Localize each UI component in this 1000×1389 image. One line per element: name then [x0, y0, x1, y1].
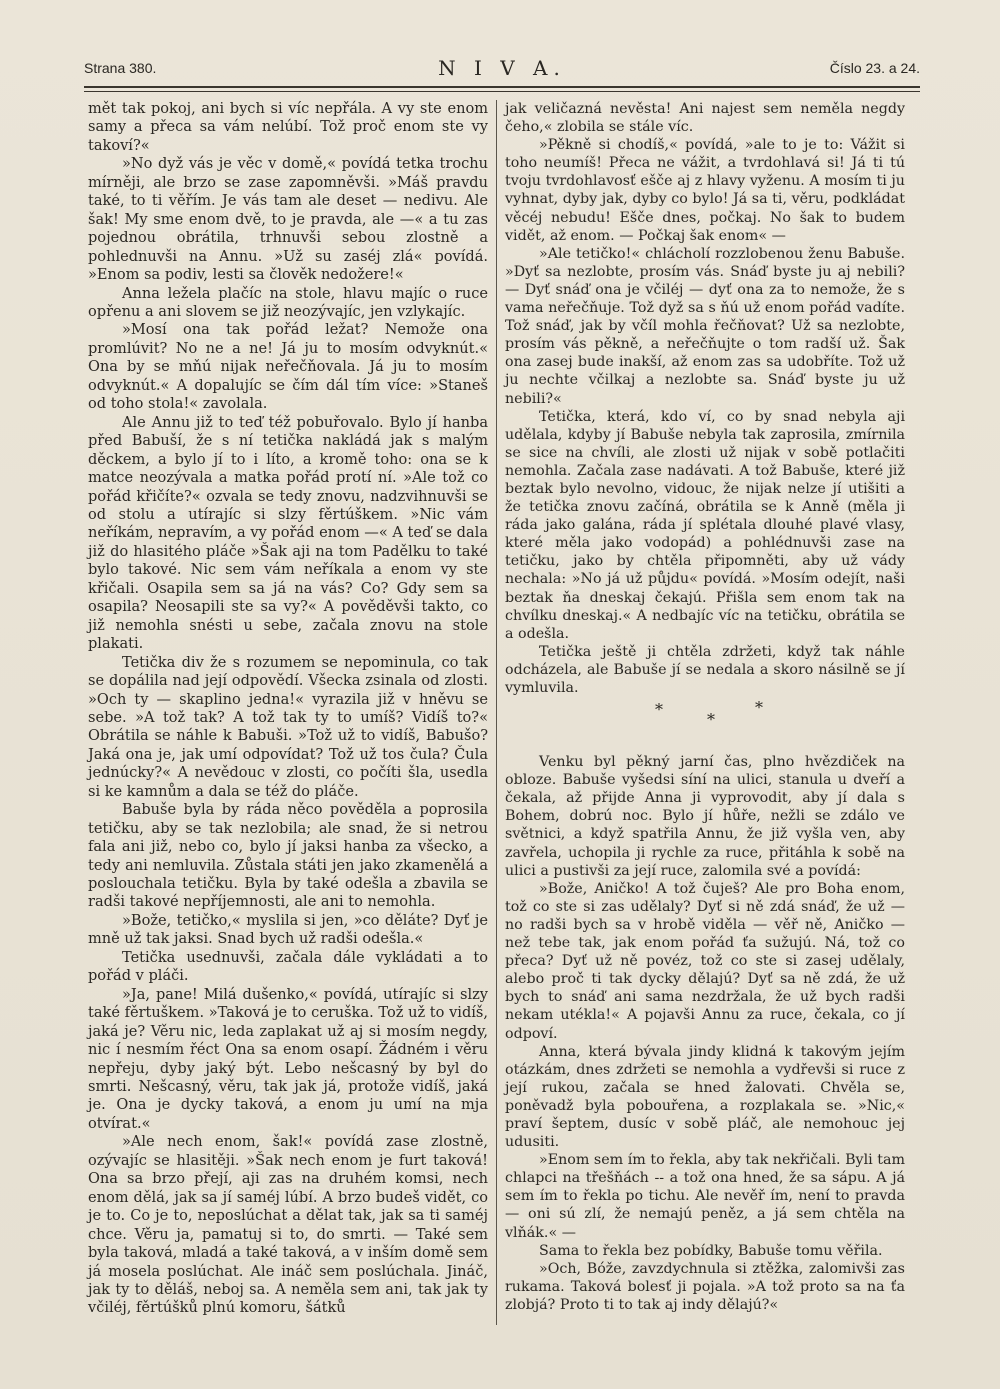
- paragraph: Tetička div že s rozumem se nepominula, co tak se dopálila nad její odpovědí. Všecka zsinala od zlosti. »Och ty — skaplino jedna!« vyrazila již v hněvu se sebe. »A tož tak? A tož tak ty to umíš? Vidíš to?« Obrátila se náhle k Babuši. »Tož už to vidíš, Babušo? Jaká ona je, jak umí odpovídat? Tož už tos čula? Čula jednúcky?« A nevědouc v zlosti, co počíti šla, usedla si ke kamnům a dala se též do pláče.: [88, 653, 488, 800]
- right-column: [505, 100, 905, 1314]
- paragraph: mět tak pokoj, ani bych si víc nepřála. A vy ste enom samy a přeca sa vám nelúbí. Tož proč enom ste vy takoví?«: [88, 100, 488, 154]
- paragraph: »Enom sem ím to řekla, aby tak nekřičali. Byli tam chlapci na třešňách -- a tož ona hned, že sa sápu. A já sem ím to řekla po tichu. Ale nevěř ím, není to pravda — oni sú zlí, že nemajú peněz, a já sem chtěla na vlňák.« —: [505, 1152, 905, 1241]
- paragraph: Tetička usednuvši, začala dále vykládati a to pořád v pláči.: [88, 948, 488, 985]
- paragraph: Anna ležela plačíc na stole, hlavu majíc o ruce opřenu a ani slovem se již neozývajíc, jen vzlykajíc.: [88, 284, 488, 320]
- paragraph: Venku byl pěkný jarní čas, plno hvězdiček na obloze. Babuše vyšedsi síní na ulici, stanula u dveří a čekala, až přijde Anna ji vyprovodit, aby jí dala s Bohem, dobrú noc. Bylo jí hůře, nežli se zdálo ve světnici, a když spatřila Annu, že již vyšla ven, aby zavřela, uchopila ji rychle za ruce, přitáhla k sobě na ulici a pustivši za její ruce, zalomila své a povídá:: [505, 754, 905, 879]
- page-number: Strana 380.: [84, 60, 157, 76]
- paragraph: »Ja, pane! Milá dušenko,« povídá, utírajíc si slzy také fěrtuškem. »Taková je to ceruška. Tož už to vidíš, jaká je? Věru nic, leda zaplakat už aj si mosím negdy, nic í nesmím řéct Ona sa enom osapí. Žádném i věru nepřeju, dyby jaký být. Lebo nešcasný by byl do smrti. Nešcasný, věru, tak jak já, protože vidíš, jaká je. Ona je dycky taková, a enom ju umí na mja otvírat.«: [88, 985, 488, 1132]
- star-glyph: *: [707, 710, 715, 730]
- column-divider: [496, 100, 497, 1325]
- paragraph: »Mosí ona tak pořád ležat? Nemože ona promlúvit? No ne a ne! Já ju to mosím odvyknút.« Ona by se mňú nijak neřečňovala. Já ju to mosím odvyknút.« A dopalujíc se čím dál tím více: »Staneš od toho stola!« zavolala.: [88, 321, 488, 413]
- paragraph: »Ale tetičko!« chlácholí rozzlobenou ženu Babuše. »Dyť sa nezlobte, prosím vás. Snáď byste ju aj nebili? — Dyť snáď ona je včiléj — dyť ona za to nemože, že s vama neřečňuje. Tož dyž sa s ňú už enom pořád vadíte. Tož snáď, jak by včíl mohla řečňovat? Už sa nezlobte, prosím vás pěkně, a neřečňujte o tom radší už. Šak ona zasej bude inakší, až enom zas sa udobříte. Tož už ju nechte včilkaj a nezlobte sa. Snáď byste ju už nebili?«: [505, 245, 905, 407]
- paragraph: Tetička ještě ji chtěla zdržeti, když tak náhle odcházela, ale Babuše jí se nedala a skoro násilně se jí vymluvila.: [505, 643, 905, 696]
- publication-title: N I V A.: [438, 56, 566, 80]
- section-break-stars: [505, 697, 905, 753]
- paragraph: »No dyž vás je věc v domě,« povídá tetka trochu mírněji, ale brzo se zase zapomněvši. »Máš pravdu také, to ti věřím. Je vás tam ale deset — nedivu. Ale šak! My sme enom dvě, to je pravda, ale —« a tu zas pojednou obrátila, trhnuvši sebou zlostně a pohlednuvši na Annu. »Už su zaséj zlá« povídá. »Enom sa podiv, lesti sa člověk nedožere!«: [88, 155, 488, 284]
- page-header: [84, 56, 920, 82]
- header-rule-thin: [84, 91, 920, 92]
- star-glyph: *: [655, 700, 663, 720]
- paragraph: »Bože, tetičko,« myslila si jen, »co děláte? Dyť je mně už tak jaksi. Snad bych už radši odešla.«: [88, 911, 488, 948]
- paragraph: Ale Annu již to teď též pobuřovalo. Bylo jí hanba před Babuší, že s ní tetička nakládá jak s malým děckem, a bylo jí to i líto, a kromě toho: ona se k matce neozývala a matka pořád protí ní. »Ale tož co pořád křičíte?« ozvala se tedy znovu, nadzvihnuvši se od stolu a utírajíc si slzy fěrtúškem. »Nic vám neříkám, nepravím, a vy pořád enom —« A teď se dala již do hlasitého pláče »Šak aji na tom Padělku to také bylo takové. Nic sem vám neříkala a enom vy ste křičali. Osapila sem sa já na vás? Co? Gdy sem sa osapila? Neosapili ste sa vy?« A pověděvši takto, co již nemohla snésti u sebe, začala znovu na stole plakati.: [88, 413, 488, 653]
- paragraph: »Ale nech enom, šak!« povídá zase zlostně, ozývajíc se hlasitěji. »Šak nech enom je furt taková! Ona sa brzo přejí, aji zas na druhém komsi, nech enom dělá, jak sa jí saméj lúbí. A brzo budeš vidět, co je to. Co je to, neposlúchat a dělat tak, jak sa ti saméj chce. Věru ja, pamatuj si to, do smrti. — Také sem byla taková, mladá a také taková, a v inším domě sem já mosela poslúchat. Ale ináč sem poslúchala. Jináč, jak ty to děláš, neboj sa. A neměla sem ani, tak jak ty včiléj, fěrtúšků plnú komoru, šátků: [88, 1133, 488, 1317]
- left-column: [88, 100, 488, 1318]
- paragraph: Sama to řekla bez pobídky, Babuše tomu věřila.: [539, 1242, 883, 1259]
- paragraph: Babuše byla by ráda něco pověděla a poprosila tetičku, aby se tak nezlobila; ale snad, že si netrou fala ani již, nebo co, bylo jí jaksi hanba za všecko, a tedy ani nemluvila. Zůstala státi jen jako zkamenělá a poslouchala tetičku. Byla by také odešla a zbavila se radši takové nepříjemnosti, ale ani to nemohla.: [88, 801, 488, 911]
- issue-number: Číslo 23. a 24.: [829, 60, 920, 76]
- header-rule-thick: [84, 86, 920, 88]
- paragraph: jak veličazná nevěsta! Ani najest sem neměla negdy čeho,« zlobila se stále víc.: [505, 101, 905, 136]
- paragraph: Tetička, která, kdo ví, co by snad nebyla aji udělala, kdyby jí Babuše nebyla tak zaprosila, zmírnila se sice na chvíli, ale zlosti už nijak v sobě potlačiti nemohla. Začala zase nadávati. A tož Babuše, které již beztak bylo nevolno, vidouc, že nijak nelze jí utišiti a že tetička znovu začíná, obrátila se k Anně (měla ji ráda jako galána, ráda jí splétala dlouhé plavé vlasy, které měla jako vodopád) a pohlédnuvši zase na tetičku, jako by chtěla připomněti, aby už vády nechala: »No já už půjdu« povídá. »Mosím odejít, naši beztak ňa dneskaj čekajú. Přišla sem enom tak na chvílku dneskaj.« A nedbajíc víc na tetičku, obrátila se a odešla.: [505, 408, 905, 642]
- star-glyph: *: [755, 698, 763, 718]
- paragraph: »Och, Bóže, zavzdychnula si ztěžka, zalomivši zas rukama. Taková bolesť ji pojala. »A tož proto sa na ťa zlobjá? Proto ti to tak aj indy dělajú?«: [505, 1260, 905, 1313]
- paragraph: »Bože, Aničko! A tož čuješ? Ale pro Boha enom, tož co ste si zas udělaly? Dyť si ně zdá snáď, že už — no radši bych sa v hrobě viděla — věř ně, Aničko — než tebe tak, jak enom pořád ťa sužujú. Ná, tož co přeca? Dyť už ně povéz, tož co ste si zasej udělaly, alebo proč ti tak dycky dělajú? Dyť sa ně zdá, že už bych to snáď ani sama nezdržala, že už bych radši nekam utékla!« A pojavši Annu za ruce, čekala, co jí odpoví.: [505, 880, 905, 1042]
- paragraph: »Pěkně si chodíš,« povídá, »ale to je to: Vážit si toho neumíš! Přeca ne vážit, a tvrdohlavá si! Já ti tú tvoju tvrdohlavosť ešče aj z hlavy vyženu. A mosím ti ju vyhnat, dyby jak, dyby co bylo! Já sa ti, věru, podkládat věcéj nebudu! Ešče dnes, počkaj. No šak to budem vidět, až enom. — Počkaj šak enom« —: [505, 137, 905, 244]
- paragraph: Anna, která bývala jindy klidná k takovým jejím otázkám, dnes zdržeti se nemohla a vydřevši si ruce z její rukou, začala se hned žalovati. Chvěla se, poněvadž byla pobouřena, a rozplakala se. »Nic,« praví šeptem, dusíc v sobě pláč, ale nemohouc jej udusiti.: [505, 1043, 905, 1151]
